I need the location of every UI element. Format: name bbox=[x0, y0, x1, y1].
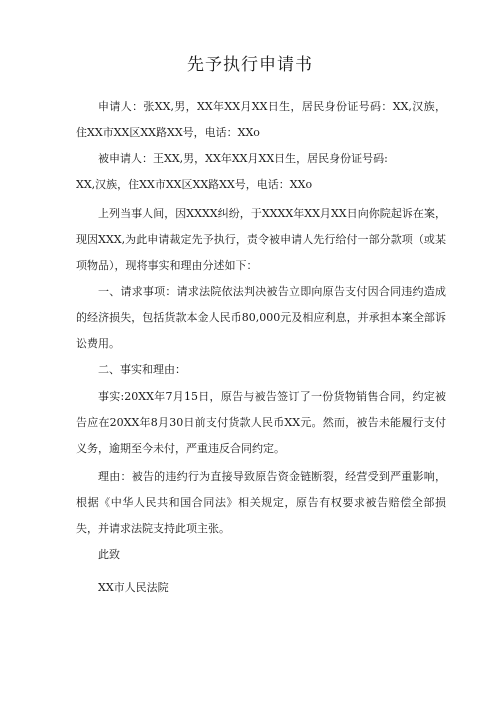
claim-paragraph: 一、请求事项：请求法院依法判决被告立即向原告支付因合同违约造成的经济损失，包括货款本金人民币80,000元及相应利息，并承担本案全部诉讼费用。 bbox=[76, 285, 446, 350]
respondent-paragraph: 被申请人：王XX,男，XX年XX月XX日生，居民身份证号码: bbox=[98, 152, 388, 165]
facts-heading: 二、事实和理由： bbox=[98, 363, 186, 376]
applicant-paragraph: 申请人：张XX,男，XX年XX月XX日生，居民身份证号码：XX,汉族，住XX市XX区XX路XX号，电话：XXo bbox=[76, 100, 446, 139]
facts-paragraph: 事实:20XX年7月15日，原告与被告签订了一份货物销售合同，约定被告应在20XX年8月30日前支付货款人民币XX元。然而，被告未能履行支付义务，逾期至今未付，严重违反合同约定。 bbox=[76, 390, 446, 455]
introduction-paragraph: 上列当事人间，因XXXX纠纷，于XXXX年XX月XX日向你院起诉在案，现因XXX,为此申请裁定先予执行，责令被申请人先行给付一部分款项（或某项物品），现将事实和理由分述如下： bbox=[76, 207, 446, 272]
document-title: 先予执行申请书 bbox=[187, 55, 313, 75]
court-name: XX市人民法院 bbox=[98, 581, 169, 594]
closing-salutation: 此致 bbox=[98, 548, 120, 561]
respondent-continuation-paragraph: XX,汉族，住XX市XX区XX路XX号，电话：XXo bbox=[76, 178, 313, 191]
reasons-paragraph: 理由：被告的违约行为直接导致原告资金链断裂，经营受到严重影响，根据《中华人民共和国合同法》相关规定，原告有权要求被告赔偿全部损失，并请求法院支持此项主张。 bbox=[76, 470, 446, 535]
